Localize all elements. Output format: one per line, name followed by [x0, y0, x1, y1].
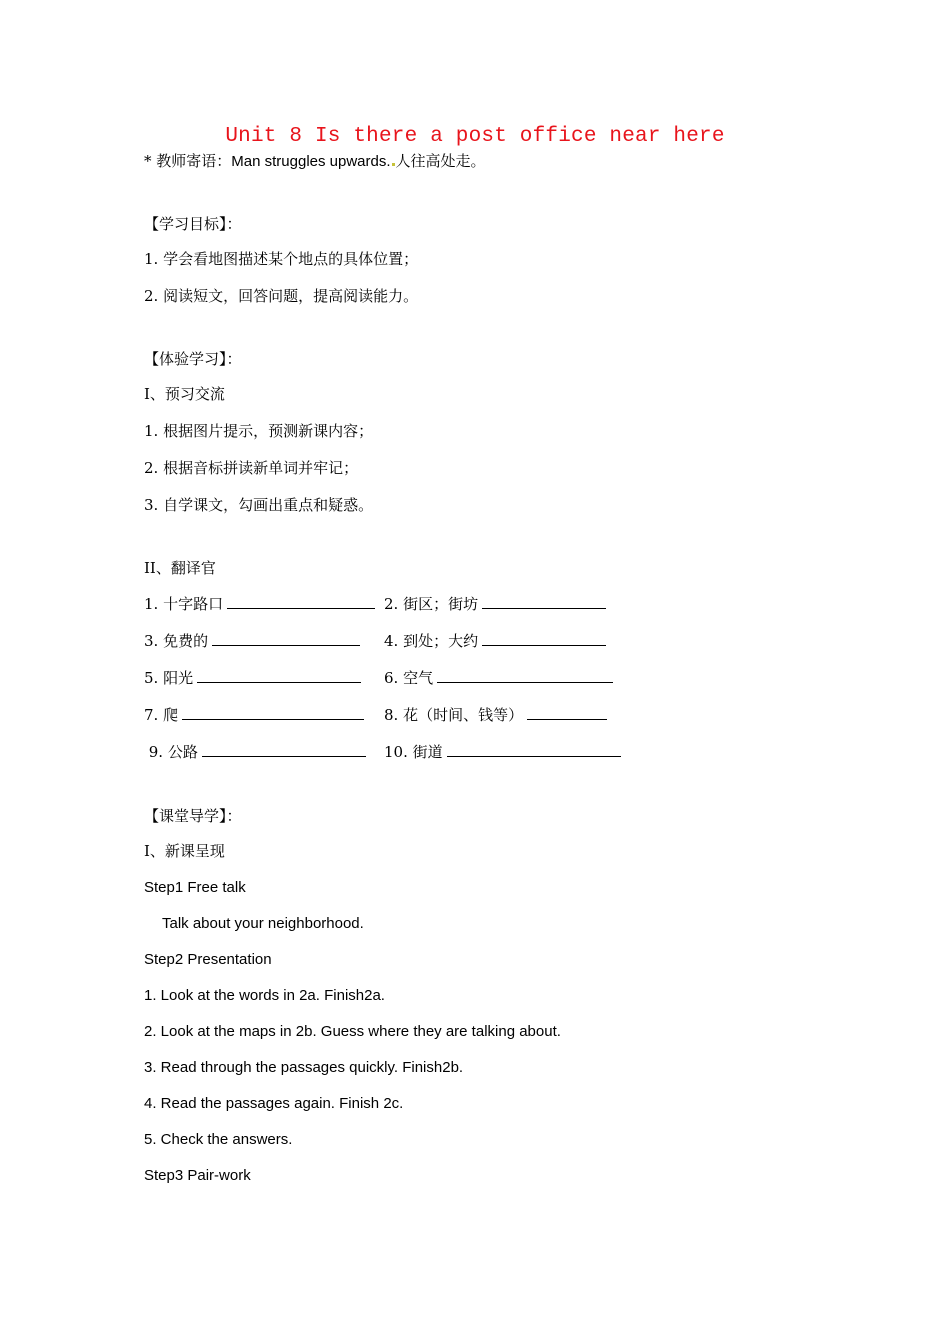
step1-title: Step1 Free talk — [144, 879, 246, 896]
answer-blank[interactable] — [182, 705, 364, 720]
goals-heading: 【学习目标】： — [144, 215, 242, 233]
translation-right: 10. 街道 — [384, 741, 621, 763]
step3-title: Step3 Pair-work — [144, 1167, 251, 1184]
new-lesson-title: I、新课呈现 — [144, 842, 225, 860]
step2-item: 2. Look at the maps in 2b. Guess where they are talking about. — [144, 1023, 561, 1040]
answer-blank[interactable] — [482, 594, 606, 609]
preview-item: 2. 根据音标拼读新单词并牢记； — [144, 459, 359, 477]
translation-right: 6. 空气 — [384, 667, 613, 689]
classroom-heading: 【课堂导学】： — [144, 807, 242, 825]
answer-blank[interactable] — [447, 742, 621, 757]
preview-item: 1. 根据图片提示，预测新课内容； — [144, 422, 374, 440]
preview-title: I、预习交流 — [144, 385, 225, 403]
teacher-note — [144, 150, 486, 173]
answer-blank[interactable] — [527, 705, 607, 720]
translation-left: 5. 阳光 — [144, 667, 361, 689]
translation-left: 1. 十字路口 — [144, 593, 375, 615]
translator-title: II、翻译官 — [144, 559, 216, 577]
teacher-note-chinese: 人往高处走。 — [395, 152, 486, 170]
goal-item: 2. 阅读短文，回答问题，提高阅读能力。 — [144, 287, 419, 305]
step2-item: 4. Read the passages again. Finish 2c. — [144, 1095, 404, 1112]
teacher-note-english: Man struggles upwards. — [231, 153, 391, 170]
answer-blank[interactable] — [482, 631, 606, 646]
answer-blank[interactable] — [202, 742, 366, 757]
edit-mark-icon — [392, 163, 395, 166]
translation-left: 9. 公路 — [144, 741, 366, 763]
answer-blank[interactable] — [197, 668, 361, 683]
translation-right: 4. 到处；大约 — [384, 630, 606, 652]
translation-right: 2. 街区；街坊 — [384, 593, 606, 615]
answer-blank[interactable] — [212, 631, 360, 646]
teacher-note-prefix: * 教师寄语： — [144, 152, 232, 170]
goal-item: 1. 学会看地图描述某个地点的具体位置； — [144, 250, 419, 268]
step2-item: 5. Check the answers. — [144, 1131, 293, 1148]
experience-heading: 【体验学习】： — [144, 350, 242, 368]
answer-blank[interactable] — [437, 668, 613, 683]
step2-item: 3. Read through the passages quickly. Finish2b. — [144, 1059, 464, 1076]
translation-right: 8. 花（时间、钱等） — [384, 704, 607, 726]
translation-left: 3. 免费的 — [144, 630, 360, 652]
page-title: Unit 8 Is there a post office near here — [225, 125, 725, 148]
translation-left: 7. 爬 — [144, 704, 364, 726]
preview-item: 3. 自学课文，勾画出重点和疑惑。 — [144, 496, 374, 514]
answer-blank[interactable] — [227, 594, 375, 609]
step2-item: 1. Look at the words in 2a. Finish2a. — [144, 987, 385, 1004]
step2-title: Step2 Presentation — [144, 951, 272, 968]
step1-detail: Talk about your neighborhood. — [162, 915, 364, 932]
